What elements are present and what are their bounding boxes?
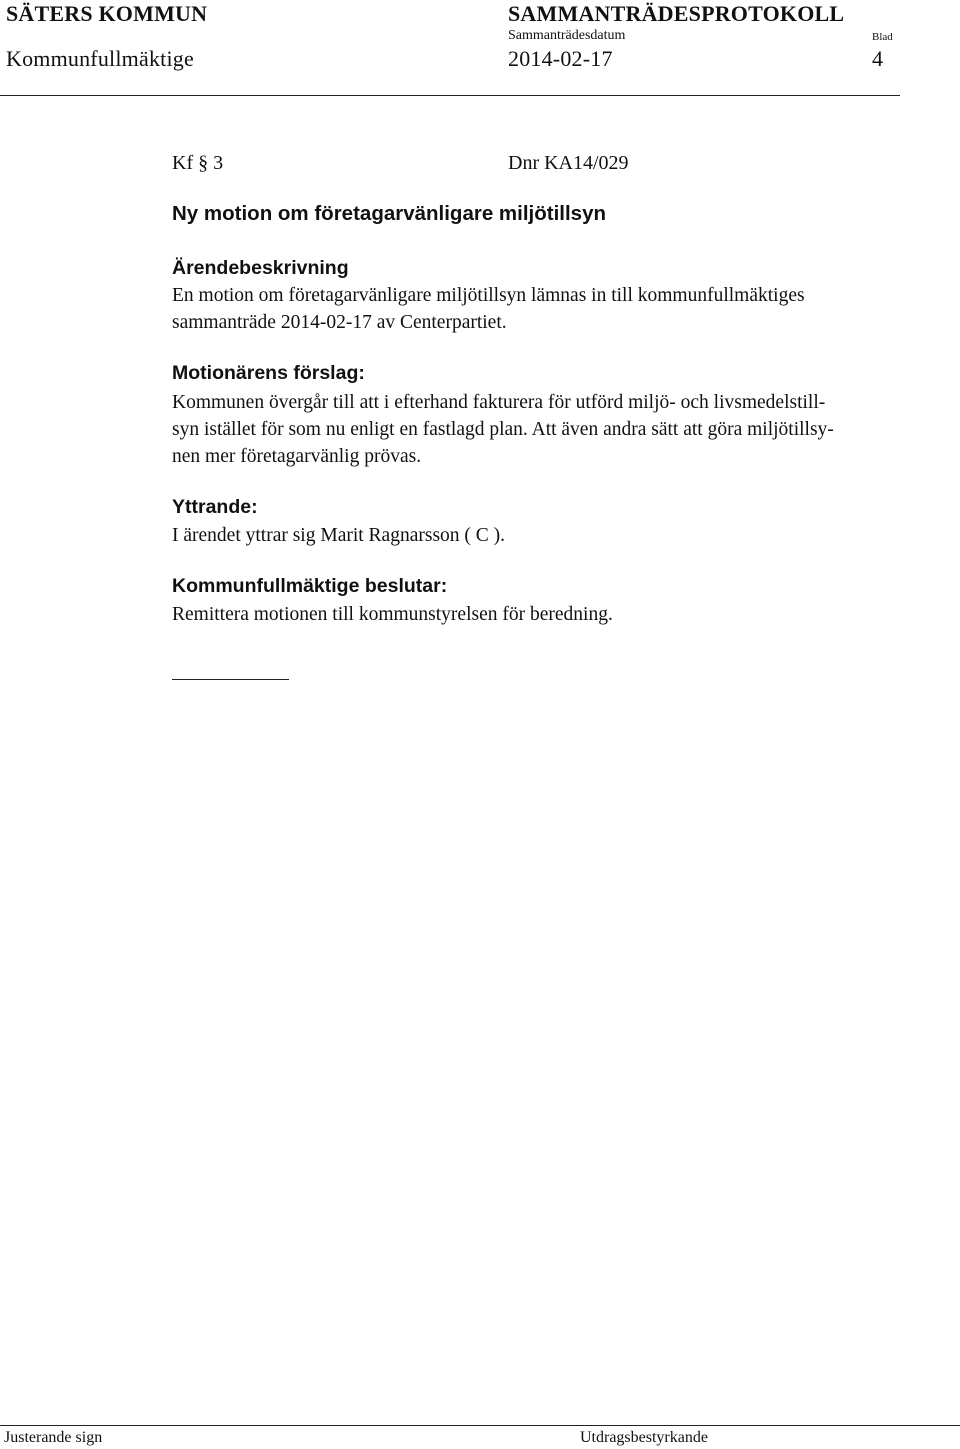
proposal-line: syn istället för som nu enligt en fastlagd plan. Att även andra sätt att göra miljötillsy- [172, 419, 834, 440]
paragraph-prefix: Kf [172, 152, 194, 174]
footer-rule [0, 1425, 960, 1426]
meeting-date: 2014-02-17 [508, 46, 613, 71]
header-rule [0, 95, 900, 96]
proposal-heading: Motionärens förslag: [172, 362, 365, 384]
statement-line: I ärendet yttrar sig Marit Ragnarsson ( C ). [172, 525, 506, 546]
page-number: 4 [872, 46, 884, 71]
proposal-line: nen mer företagarvänlig prövas. [172, 446, 422, 467]
organization-name: SÄTERS KOMMUN [6, 1, 208, 26]
description-heading: Ärendebeskrivning [172, 257, 349, 279]
case-title: Ny motion om företagarvänligare miljötillsyn [172, 202, 607, 225]
document-type: SAMMANTRÄDESPROTOKOLL [508, 1, 845, 26]
case-number: Dnr KA14/029 [508, 152, 629, 174]
statement-heading: Yttrande: [172, 496, 258, 518]
page-label: Blad [872, 31, 893, 43]
footer-justering: Justerande sign [4, 1429, 103, 1446]
proposal-line: Kommunen övergår till att i efterhand fakturera för utförd miljö- och livsmedelstill- [172, 392, 826, 413]
paragraph-number: 3 [213, 152, 224, 174]
decision-line: Remittera motionen till kommunstyrelsen för beredning. [172, 604, 613, 625]
paragraph-ref [172, 150, 223, 177]
description-line: sammanträde 2014-02-17 av Centerpartiet. [172, 312, 507, 333]
council-name: Kommunfullmäktige [6, 46, 194, 71]
description-line: En motion om företagarvänligare miljötillsyn lämnas in till kommunfullmäktiges [172, 285, 805, 306]
decision-heading: Kommunfullmäktige beslutar: [172, 575, 448, 597]
end-rule [172, 679, 289, 680]
footer-utdrag: Utdragsbestyrkande [580, 1429, 708, 1446]
paragraph-sign: § [198, 152, 209, 174]
date-label: Sammanträdesdatum [508, 28, 626, 43]
